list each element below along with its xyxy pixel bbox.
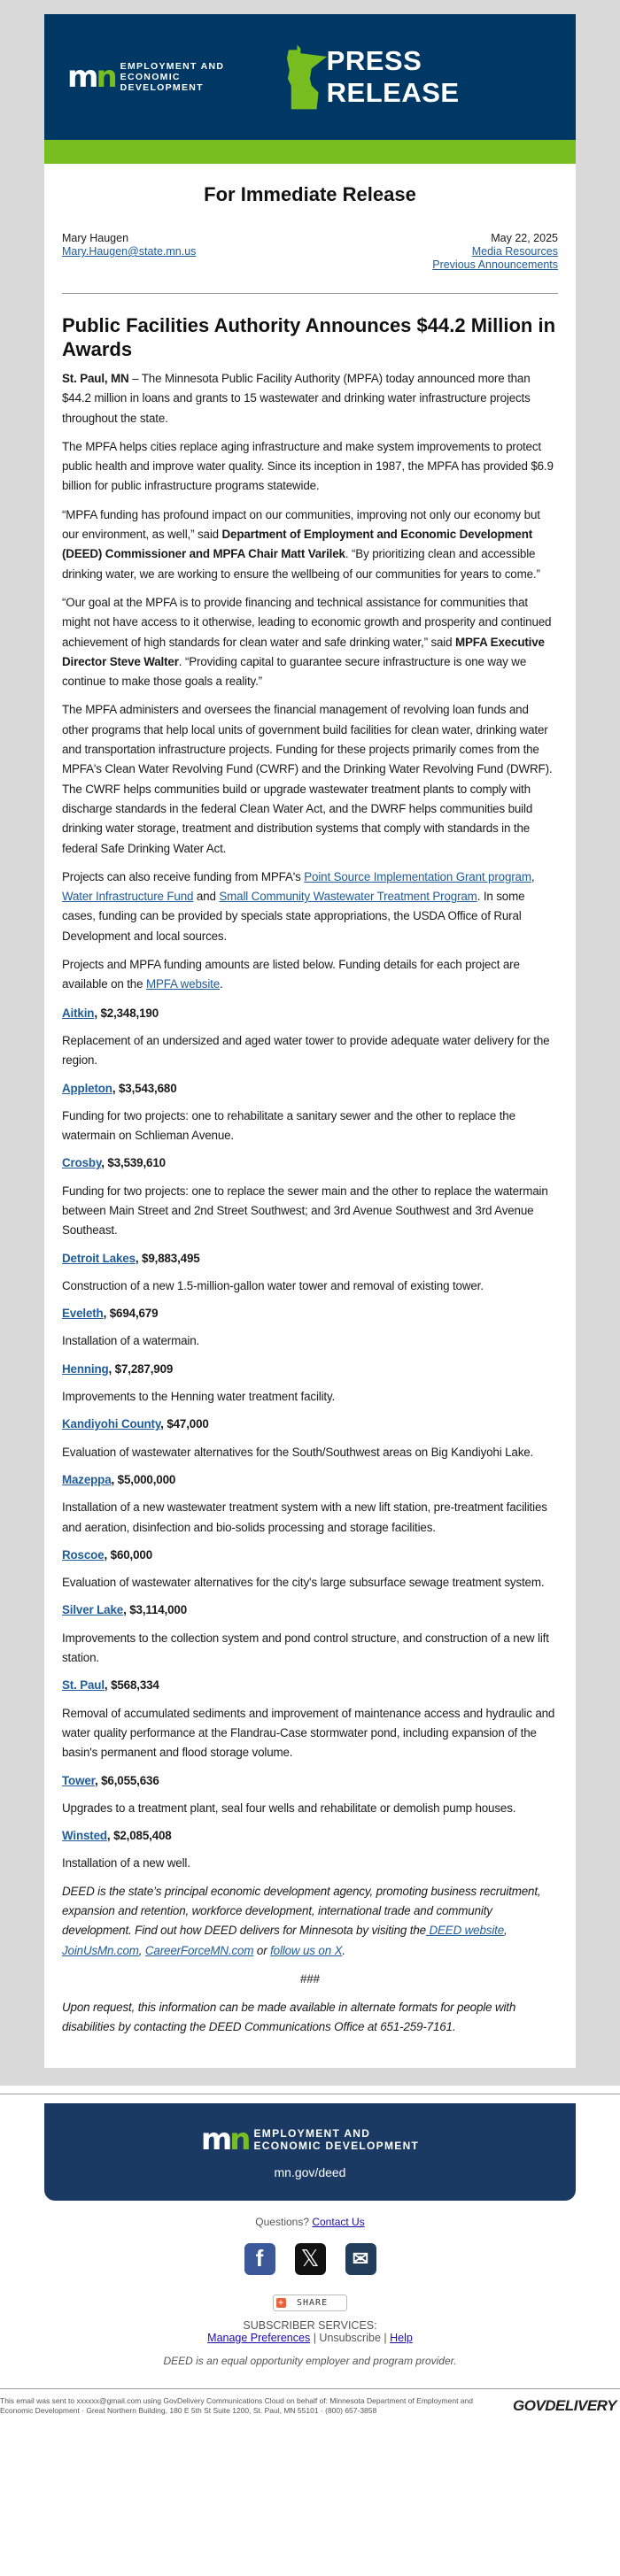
speaker: Department of Employment and Economic Development (DEED) Commissioner and MPFA Chair Matt Varilek [62,528,533,561]
water-infrastructure-fund-link[interactable]: Water Infrastructure Fund [62,890,194,904]
site-url: mn.gov/deed [274,2164,346,2179]
footer [0,2216,620,2416]
paragraph [62,593,558,691]
project-link[interactable]: Kandiyohi County [62,1417,161,1431]
about-deed [62,1882,558,1961]
paragraph [62,369,558,428]
project-amount: , $47,000 [160,1417,209,1431]
deed-website-link[interactable]: DEED website [425,1924,505,1938]
project-description: Replacement of an undersized and aged water tower to provide adequate water delivery for the region. [62,1033,550,1068]
accessibility-note: Upon request, this information can be made available in alternate formats for people with disabilities by contacting the DEED Communications Office at 651-259-7161. [62,2001,516,2034]
text: , [138,1943,145,1957]
help-link[interactable]: Help [390,2331,413,2344]
eeo-statement: DEED is an equal opportunity employer and program provider. [163,2354,457,2367]
deed-logo [200,2121,420,2157]
project-description: Upgrades to a treatment plant, seal four wells and rehabilitate or demolish pump houses. [62,1801,516,1815]
media-resources-link[interactable]: Media Resources [471,245,558,258]
header-banner [44,14,576,140]
green-bar [44,140,576,164]
project-amount: , $3,539,610 [101,1156,166,1170]
project-heading [62,1826,558,1846]
project-amount: , $60,000 [104,1547,152,1562]
project-link[interactable]: St. Paul [62,1678,105,1693]
project-amount: , $9,883,495 [135,1251,200,1265]
project-amount: , $568,334 [104,1678,159,1693]
manage-preferences-link[interactable]: Manage Preferences [207,2331,311,2344]
logo-line2: ECONOMIC DEVELOPMENT [253,2139,420,2152]
logo-line1: EMPLOYMENT AND [120,61,225,72]
project-amount: , $5,000,000 [111,1472,176,1486]
paragraph [62,955,558,995]
separator: | [313,2331,316,2344]
previous-announcements-link[interactable]: Previous Announcements [432,258,558,271]
footer-banner [44,2103,576,2201]
project-amount: , $2,085,408 [106,1829,172,1843]
follow-on-x-link[interactable]: follow us on X [270,1943,343,1957]
project-description: Funding for two projects: one to rehabilitate a sanitary sewer and the other to replace the watermain on Schlieman Avenue. [62,1108,515,1143]
sent-to-notice: This email was sent to xxxxxx@gmail.com using GovDelivery Communications Cloud on behalf of: Minnesota Department of Employment and Economic Development · Great Northern Building, 180 E 5th St Suite 1200, St. Paul, MN 55101 · (800) 657-3858 [0,2395,473,2415]
deed-logo [67,61,260,93]
project-amount: , $3,543,680 [112,1081,177,1095]
govdelivery-logo: GOVDELIVERY [513,2397,616,2415]
separator: | [384,2331,387,2344]
speaker: MPFA Executive Director Steve Walter [62,635,545,668]
text: “MPFA funding has profound impact on our communities, improving not only our economy but our environment, as well,” said [62,507,540,542]
logo-line2: ECONOMIC DEVELOPMENT [120,72,204,93]
contact-email-link[interactable]: Mary.Haugen@state.mn.us [62,245,197,258]
project-heading [62,1676,558,1695]
text: , [504,1924,508,1938]
share-button[interactable] [273,2294,347,2311]
dateline: St. Paul, MN [62,372,129,385]
release-date: May 22, 2025 [491,232,558,244]
project-amount: , $2,348,190 [94,1006,159,1020]
contact-us-link[interactable]: Contact Us [312,2215,365,2228]
project-heading [62,1415,558,1434]
project-link[interactable]: Tower [62,1773,95,1787]
project-description: Funding for two projects: one to replace the sewer main and the other to replace the watermain between Main Street and 2nd Street Southwest; and 3rd Avenue Southwest and 3rd Avenue Southeast. [62,1184,548,1238]
project-list [62,1004,558,1874]
paragraph [62,868,558,946]
contact-block [62,232,558,272]
project-description: Improvements to the Henning water treatment facility. [62,1390,336,1404]
project-heading [62,1004,558,1023]
x-icon[interactable]: 𝕏 [295,2243,326,2275]
divider [62,293,558,294]
project-heading [62,1304,558,1323]
project-description: Construction of a new 1.5-million-gallon water tower and removal of existing tower. [62,1278,484,1292]
for-immediate-release: For Immediate Release [204,183,416,205]
project-heading [62,1249,558,1269]
text: . In some cases, funding can be provided by specials state appropriations, the USDA Office of Rural Development and local sources. [62,890,525,943]
minnesota-state-icon [286,43,327,111]
project-link[interactable]: Silver Lake [62,1603,124,1617]
project-heading [62,1470,558,1490]
mn-logo-mark: mn [67,59,115,95]
logo-line1: EMPLOYMENT AND [253,2126,371,2140]
project-link[interactable]: Aitkin [62,1006,95,1020]
project-link[interactable]: Appleton [62,1081,112,1095]
text: Projects and MPFA funding amounts are listed below. Funding details for each project are available on the [62,958,520,991]
project-description: Removal of accumulated sediments and improvement of maintenance access and hydraulic and water quality performance at the Flandrau-Case stormwater pond, including expansion of the basin's permanent and flood storage volume. [62,1706,555,1760]
subscriber-services-label: SUBSCRIBER SERVICES: [243,2318,377,2332]
project-description: Evaluation of wastewater alternatives for the city's large subsurface sewage treatment system. [62,1576,545,1590]
plus-icon: + [277,2297,285,2308]
project-description: Improvements to the collection system and pond control structure, and construction of a new lift station. [62,1631,549,1665]
end-marker: ### [300,1971,320,1986]
project-link[interactable]: Winsted [62,1829,107,1843]
questions-label: Questions? [255,2215,309,2228]
project-heading [62,1360,558,1379]
joinusmn-link[interactable]: JoinUsMn.com [62,1943,139,1957]
text: . [220,977,223,991]
text: , [531,869,535,883]
text: or [253,1943,271,1957]
facebook-icon[interactable]: f [244,2243,275,2275]
project-link[interactable]: Eveleth [62,1307,104,1321]
small-community-program-link[interactable]: Small Community Wastewater Treatment Program [219,890,477,904]
project-description: Evaluation of wastewater alternatives for the South/Southwest areas on Big Kandiyohi Lake. [62,1445,534,1459]
mpfa-website-link[interactable]: MPFA website [145,977,221,991]
text: “Our goal at the MPFA is to provide financing and technical assistance for communities that might not have access to it otherwise, leading to economic growth and prosperity and continued achievement of high standards for clean water and safe drinking water,” said [62,595,552,649]
unsubscribe-link[interactable]: Unsubscribe [319,2331,381,2344]
share-label: SHARE [297,2297,329,2308]
project-link[interactable]: Henning [62,1361,109,1376]
psig-program-link[interactable]: Point Source Implementation Grant program [304,869,531,883]
careerforce-link[interactable]: CareerForceMN.com [144,1943,254,1957]
project-amount: , $694,679 [103,1307,159,1321]
project-amount: , $7,287,909 [108,1361,174,1376]
contact-name: Mary Haugen [62,232,129,244]
text: . “Providing capital to guarantee secure infrastructure is one way we continue to make those goals a reality.” [62,654,527,689]
article-title: Public Facilities Authority Announces $44.2 Million in Awards [62,314,556,360]
project-link[interactable]: Detroit Lakes [62,1251,136,1265]
paragraph [62,505,558,584]
mn-logo-mark: mn [200,2121,249,2157]
press-release-title: PRESS RELEASE [326,45,460,108]
text: DEED is the state’s principal economic development agency, promoting business recruitment, expansion and retention, workforce development, international trade and community development. Find out how DEED delivers for Minnesota by visiting the [62,1884,541,1938]
text: . [342,1943,345,1957]
project-description: Installation of a new well. [62,1856,190,1870]
project-amount: , $3,114,000 [123,1603,188,1617]
project-heading [62,1771,558,1791]
project-link[interactable]: Crosby [62,1156,102,1170]
text: and [193,890,220,904]
project-amount: , $6,055,636 [94,1773,159,1787]
press-release-card [44,14,576,2068]
paragraph: The MPFA administers and oversees the financial management of revolving loan funds and other programs that help local units of government build facilities for clean water, drinking water and transportation infrastructure projects. Funding for these projects primarily comes from the MPFA's Clean Water Revolving Fund (CWRF) and the Drinking Water Revolving Fund (DWRF). The CWRF helps communities build or upgrade wastewater treatment plants to comply with discharge standards in the federal Clean Water Act, and the DWRF helps communities build drinking water storage, treatment and distribution systems that comply with standards in the federal Safe Drinking Water Act. [62,703,553,855]
project-link[interactable]: Mazeppa [62,1472,112,1486]
paragraph: The MPFA helps cities replace aging infrastructure and make system improvements to protect public health and improve water quality. Since its inception in 1987, the MPFA has provided $6.9 billion for public infrastructure programs statewide. [62,439,554,493]
project-link[interactable]: Roscoe [62,1547,105,1562]
text: – The Minnesota Public Facility Authority (MPFA) today announced more than $44.2 million in loans and grants to 15 wastewater and drinking water infrastructure projects throughout the state. [62,372,531,425]
project-heading [62,1153,558,1173]
project-heading [62,1600,558,1620]
project-description: Installation of a new wastewater treatment system with a new lift station, pre-treatment facilities and aeration, disinfection and bio-solids processing and storage facilities. [62,1500,547,1534]
project-description: Installation of a watermain. [62,1334,200,1348]
text: . “By prioritizing clean and accessible drinking water, we are working to ensure the wellbeing of our communities for years to come.” [62,547,540,581]
email-icon[interactable]: ✉ [345,2243,376,2275]
project-heading [62,1546,558,1565]
text: Projects can also receive funding from MPFA's [62,869,305,883]
project-heading [62,1079,558,1099]
